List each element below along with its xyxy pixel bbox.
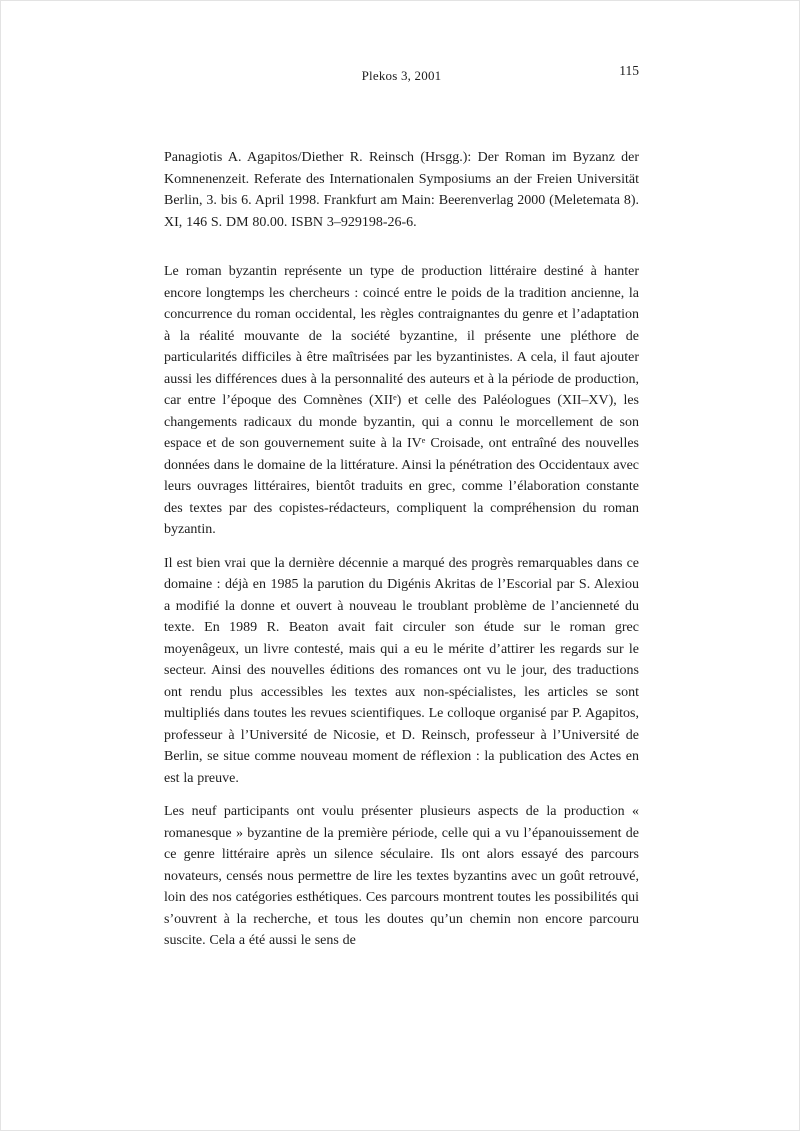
journal-title: Plekos 3, 2001	[361, 68, 442, 83]
page-number: 115	[619, 63, 639, 78]
body-paragraph-1: Le roman byzantin représente un type de production littéraire destiné à hanter encore longtemps les chercheurs : coincé entre le poids de la tradition ancienne, la concurrence du roman occidental, les règles contraignantes du genre et l’adaptation à la réalité mouvante de la société byzantine, il présente une pléthore de particularités difficiles à être maîtrisées par les byzantinistes. A cela, il faut ajouter aussi les différences dues à la personnalité des auteurs et à la période de production, car entre l’époque des Comnènes (XIIᵉ) et celle des Paléologues (XII–XV), les changements radicaux du monde byzantin, qui a connu le morcellement de son espace et de son gouvernement suite à la IVᵉ Croisade, ont entraîné des nouvelles données dans le domaine de la littérature. Ainsi la pénétration des Occidentaux avec leurs ouvrages littéraires, bientôt traduits en grec, comme l’élaboration constante des textes par des copistes-rédacteurs, compliquent la compréhension du roman byzantin.	[164, 264, 639, 537]
bibliographic-reference: Panagiotis A. Agapitos/Diether R. Reinsch (Hrsgg.): Der Roman im Byzanz der Komnenenzeit. Referate des Internationalen Symposiums an der Freien Universität Berlin, 3. bis 6. April 1998. Frankfurt am Main: Beerenverlag 2000 (Meletemata 8). XI, 146 S. DM 80.00. ISBN 3–929198-26-6.	[164, 150, 639, 230]
body-paragraph-2: Il est bien vrai que la dernière décennie a marqué des progrès remarquables dans ce domaine : déjà en 1985 la parution du Digénis Akritas de l’Escorial par S. Alexiou a modifié la donne et ouvert à nouveau le troublant problème de l’ancienneté du texte. En 1989 R. Beaton avait fait circuler son étude sur le roman grec moyenâgeux, un livre contesté, mais qui a eu le mérite d’attirer les regards sur le secteur. Ainsi des nouvelles éditions des romances ont vu le jour, des traductions ont rendu plus accessibles les textes aux non-spécialistes, les articles se sont multipliés dans toutes les revues scientifiques. Le colloque organisé par P. Agapitos, professeur à l’Université de Nicosie, et D. Reinsch, professeur à l’Université de Berlin, se situe comme nouveau moment de réflexion : la publication des Actes en est la preuve.	[164, 555, 639, 786]
body-paragraph-3: Les neuf participants ont voulu présenter plusieurs aspects de la production « romanesque » byzantine de la première période, celle qui a vu l’épanouissement de ce genre littéraire après un silence séculaire. Ils ont alors essayé des parcours novateurs, censés nous permettre de lire les textes byzantins avec un goût retrouvé, loin des nos catégories esthétiques. Ces parcours montrent toutes les possibilités qui s’ouvrent à la recherche, et tous les doutes qu’un chemin non encore parcouru suscite. Cela a été aussi le sens de	[164, 804, 639, 948]
page-content	[164, 147, 639, 964]
running-header	[164, 63, 639, 84]
